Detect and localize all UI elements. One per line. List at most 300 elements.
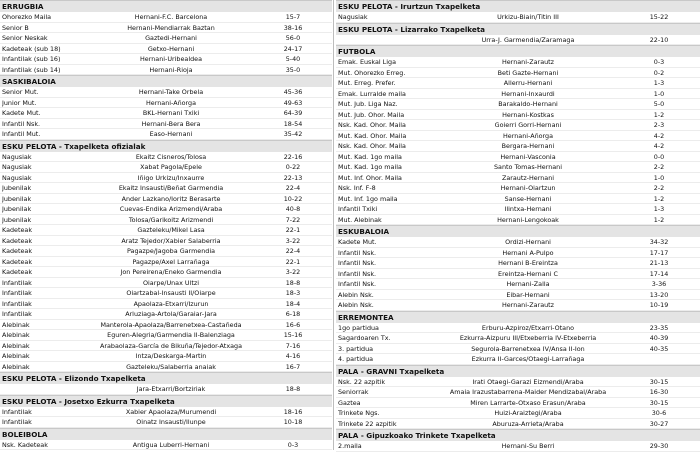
match-cell: Erburu-Azpiroz/Etxarri-Otano: [481, 323, 575, 332]
match-cell: Amaia Irazustabarrena-Maider Mendizabal/Araba: [449, 388, 607, 396]
match-cell: Hernani-F.C. Barcelona: [134, 13, 208, 21]
match-cell: BKL-Hernani Txiki: [142, 109, 200, 117]
section-title: ESKU PELOTA - Lizarrako Txapelketa: [336, 23, 700, 35]
result-row: [336, 12, 700, 23]
category-cell: Kadeteak: [2, 247, 33, 255]
category-cell: Nsk. Kad. Ohor. Maila: [338, 142, 406, 150]
score-cell: 2-2: [653, 184, 665, 192]
match-cell: Oiartzabal-Insausti II/Oiarpe: [126, 289, 216, 297]
result-row: [0, 278, 332, 289]
result-row: [0, 183, 332, 194]
score-cell: 17-17: [649, 248, 669, 257]
section-esku-pelota-lizarrako-txapelketa: [336, 23, 700, 46]
section-title: FUTBOLA: [336, 45, 700, 57]
result-row: [336, 78, 700, 89]
right-column: [336, 0, 700, 452]
score-cell: 4-2: [653, 131, 665, 140]
category-cell: Mut. Jub. Liga Naz.: [338, 100, 398, 108]
category-cell: Kadeteak: [2, 226, 33, 234]
match-cell: Antigua Luberri-Hernani: [132, 440, 210, 449]
section-title: ERREMONTEA: [336, 311, 700, 323]
result-row: [336, 183, 700, 194]
score-cell: 16-6: [285, 320, 301, 329]
score-cell: 7-16: [285, 341, 301, 350]
match-cell: Irati Otaegi-Garazi Eizmendi/Araba: [472, 377, 584, 386]
result-row: [0, 267, 332, 278]
match-cell: Gaztedi-Hernani: [145, 34, 197, 42]
category-cell: Senior B: [2, 23, 29, 32]
score-cell: 15-7: [285, 13, 301, 21]
score-cell: 4-2: [653, 142, 665, 150]
section-title: ESKU PELOTA - Irurtzun Txapelketa: [336, 0, 700, 12]
match-cell: Hernani A-Pulpo: [502, 248, 554, 257]
score-cell: 10-22: [283, 194, 303, 203]
score-cell: 0-2: [653, 68, 665, 77]
result-row: [0, 288, 332, 299]
match-cell: Hernani-Uribealdea: [139, 55, 202, 63]
score-cell: 23-35: [649, 323, 669, 332]
match-cell: Ezkurra II-Garces/Otaegi-Larrañaga: [471, 355, 585, 363]
match-cell: Gazteleku/Salaberria anaiak: [126, 362, 216, 371]
result-row: [336, 68, 700, 79]
match-cell: Hernani-Kostkas: [502, 110, 554, 119]
category-cell: Nsk. Kad. Ohor. Maila: [338, 121, 406, 129]
match-cell: Ilintxa-Hernani: [504, 205, 552, 213]
category-cell: Nsk. 22 azpitik: [338, 377, 386, 386]
score-cell: 3-36: [651, 280, 667, 288]
score-cell: 22-13: [283, 173, 303, 182]
score-cell: 1-3: [653, 79, 665, 87]
section-boleibola: [0, 428, 332, 451]
result-row: [0, 257, 332, 268]
category-cell: Mut. Kad. 1go maila: [338, 163, 402, 171]
result-row: [336, 248, 700, 259]
result-row: [0, 330, 332, 341]
result-row: [0, 152, 332, 163]
score-cell: 13-20: [649, 290, 669, 299]
category-cell: Trinkete Ngs.: [338, 409, 380, 417]
category-cell: Kadete Mut.: [338, 238, 377, 246]
result-row: [336, 215, 700, 226]
score-cell: 10-18: [283, 418, 303, 426]
result-row: [336, 120, 700, 131]
match-cell: Hernani-Mendiarrak Baztan: [127, 23, 215, 32]
category-cell: Infantilak: [2, 289, 32, 297]
match-cell: Apaolaza-Etxarri/Izurun: [133, 299, 209, 308]
score-cell: 35-42: [283, 130, 303, 138]
result-row: [0, 162, 332, 173]
match-cell: Jara-Etxarri/Bortziriak: [136, 385, 206, 393]
section-eskubaloia: [336, 225, 700, 311]
score-cell: 18-8: [285, 385, 301, 393]
match-cell: Getxo-Hernani: [147, 44, 195, 53]
result-row: [336, 57, 700, 68]
category-cell: Infantil Txiki: [338, 205, 378, 213]
match-cell: Arabaolaza-García de Bikuña/Tejedor-Atxaga: [100, 341, 242, 350]
category-cell: Mut. Inf. 1go maila: [338, 194, 398, 203]
score-cell: 3-22: [285, 268, 301, 276]
result-row: [0, 299, 332, 310]
category-cell: Infantilak: [2, 299, 32, 308]
match-cell: Hernani-Zarautz: [501, 301, 555, 309]
category-cell: Nagusiak: [2, 163, 32, 171]
match-cell: Ander Lazkano/Ioritz Berasarte: [121, 194, 221, 203]
result-row: [336, 152, 700, 163]
category-cell: Mut. Erreg. Prefer.: [338, 79, 396, 87]
category-cell: Infantil Nsk.: [2, 119, 41, 128]
match-cell: Pagazpe/Jagoba Garmendia: [126, 247, 216, 255]
score-cell: 15-22: [649, 13, 669, 21]
result-row: [336, 141, 700, 152]
category-cell: Alebin Nsk.: [338, 290, 374, 299]
section-pala-gravni-txapelketa: [336, 365, 700, 430]
result-row: [0, 44, 332, 55]
category-cell: Alebinak: [2, 362, 30, 371]
score-cell: 49-63: [283, 98, 303, 107]
score-cell: 6-18: [285, 310, 301, 318]
score-cell: 40-39: [649, 334, 669, 342]
result-row: [336, 398, 700, 409]
match-cell: Hernani-Take Orbela: [138, 88, 204, 96]
category-cell: Mut. Kad. 1go maila: [338, 152, 402, 161]
score-cell: 4-16: [285, 352, 301, 360]
section-saskibaloia: [0, 75, 332, 140]
result-row: [336, 387, 700, 398]
score-cell: 18-3: [285, 289, 301, 297]
score-cell: 30-15: [649, 377, 669, 386]
result-row: [336, 323, 700, 334]
category-cell: 3. partidua: [338, 344, 374, 353]
match-cell: Goierri Gorri-Hernani: [494, 121, 562, 129]
score-cell: 24-17: [283, 44, 303, 53]
match-cell: Zarautz-Hernani: [501, 173, 555, 182]
match-cell: Hernani-Lengokoak: [497, 215, 559, 224]
result-row: [336, 35, 700, 46]
result-row: [336, 419, 700, 430]
result-row: [336, 162, 700, 173]
match-cell: Tolosa/Garikoitz Arizmendi: [128, 215, 214, 224]
section-esku-pelota-josetxo-ezkurra-txapelketa: [0, 395, 332, 428]
score-cell: 22-1: [285, 257, 301, 266]
match-cell: Hernani-Su Berri: [501, 442, 555, 450]
result-row: [336, 89, 700, 100]
section-title: SASKIBALOIA: [0, 75, 332, 87]
match-cell: Cuevas-Endika Arizmendi/Araba: [119, 205, 223, 213]
score-cell: 22-4: [285, 247, 301, 255]
score-cell: 30-15: [649, 398, 669, 407]
result-row: [0, 225, 332, 236]
section-errugbia: [0, 0, 332, 75]
category-cell: Infantilak: [2, 310, 32, 318]
score-cell: 56-0: [285, 34, 301, 42]
score-cell: 30-6: [651, 409, 667, 417]
category-cell: Nagusiak: [2, 173, 32, 182]
score-cell: 16-7: [285, 362, 301, 371]
left-column: [0, 0, 332, 450]
result-row: [0, 417, 332, 428]
result-row: [0, 204, 332, 215]
result-row: [0, 236, 332, 247]
result-row: [336, 377, 700, 388]
result-row: [0, 98, 332, 109]
result-row: [336, 194, 700, 205]
score-cell: 35-0: [285, 65, 301, 74]
score-cell: 22-4: [285, 184, 301, 192]
category-cell: Jubenilak: [2, 184, 32, 192]
result-row: [0, 87, 332, 98]
result-row: [0, 320, 332, 331]
match-cell: Bergara-Hernani: [501, 142, 555, 150]
match-cell: Ezkurra-Aizpuru III/Etxeberria IV-Etxeberria: [459, 334, 597, 342]
result-row: [0, 351, 332, 362]
category-cell: Infantilak (sub 16): [2, 55, 61, 63]
result-row: [0, 309, 332, 320]
score-cell: 15-16: [283, 331, 303, 339]
section-pala-gipuzkoako-trinkete-txapelketa: [336, 429, 700, 452]
category-cell: Junior Mut.: [2, 98, 37, 107]
category-cell: Sagardoaren Tx.: [338, 334, 391, 342]
score-cell: 30-27: [649, 419, 669, 428]
match-cell: Aratz Tejedor/Xabier Salaberria: [121, 236, 221, 245]
score-cell: 5-40: [285, 55, 301, 63]
result-row: [0, 194, 332, 205]
match-cell: Eibar-Hernani: [506, 290, 550, 299]
category-cell: Mut. Kad. Ohor. Maila: [338, 131, 407, 140]
match-cell: Segurola-Barrenetxea IV/Ansa II-Ion: [471, 344, 585, 353]
result-row: [336, 290, 700, 301]
match-cell: Oinatz Insausti/Ilunpe: [136, 418, 206, 426]
category-cell: Emak. Lurralde maila: [338, 89, 406, 98]
category-cell: Infantilak: [2, 278, 32, 287]
section-esku-pelota-txapelketa-ofizialak: [0, 140, 332, 373]
section-esku-pelota-irurtzun-txapelketa: [336, 0, 700, 23]
score-cell: 29-30: [649, 442, 669, 450]
column-divider: [333, 0, 334, 450]
result-row: [336, 269, 700, 280]
match-cell: Hernani-Añorga: [502, 131, 554, 140]
result-row: [336, 354, 700, 365]
category-cell: Senior Neskak: [2, 34, 48, 42]
match-cell: Urra-J. Garmendia/Zaramaga: [481, 35, 575, 44]
category-cell: Kadeteak: [2, 268, 33, 276]
score-cell: 64-39: [283, 109, 303, 117]
section-title: BOLEIBOLA: [0, 428, 332, 440]
category-cell: Senior Mut.: [2, 88, 39, 96]
score-cell: 40-35: [649, 344, 669, 353]
result-row: [0, 215, 332, 226]
result-row: [0, 407, 332, 418]
match-cell: Allerru-Hernani: [503, 79, 553, 87]
category-cell: Nagusiak: [2, 152, 32, 161]
category-cell: Mut. Ohorezko Erreg.: [338, 68, 406, 77]
match-cell: Ordizi-Hernani: [505, 238, 551, 246]
match-cell: Huizi-Araiztegi/Araba: [494, 409, 562, 417]
match-cell: Arluziaga-Artola/Garaiar-Jara: [125, 310, 217, 318]
category-cell: Nsk. Inf. F-8: [338, 184, 376, 192]
result-row: [0, 65, 332, 76]
score-cell: 18-54: [283, 119, 303, 128]
score-cell: 3-22: [285, 236, 301, 245]
section-title: PALA - Gipuzkoako Trinkete Txapelketa: [336, 429, 700, 441]
score-cell: 7-22: [285, 215, 301, 224]
match-cell: Hernani-Zarautz: [501, 58, 555, 66]
result-row: [0, 362, 332, 373]
result-row: [0, 341, 332, 352]
match-cell: Manterola-Apaolaza/Barrenetxea-Castañeda: [100, 320, 242, 329]
match-cell: Hernani-Añorga: [145, 98, 197, 107]
category-cell: 1go partidua: [338, 323, 379, 332]
match-cell: Hernani-Rioja: [149, 65, 193, 74]
match-cell: Hernani-Zalla: [506, 280, 550, 288]
result-row: [336, 204, 700, 215]
score-cell: 5-0: [653, 100, 665, 108]
match-cell: Xabat Pagola/Epele: [140, 163, 202, 171]
match-cell: Beti Gazte-Hernani: [497, 68, 559, 77]
category-cell: Jubenilak: [2, 205, 32, 213]
category-cell: Nagusiak: [338, 13, 368, 21]
match-cell: Ekaitz Insausti/Beñat Garmendia: [118, 184, 224, 192]
category-cell: Infantilak: [2, 418, 32, 426]
category-cell: Mut. Jub. Ohor. Maila: [338, 110, 405, 119]
match-cell: Easo-Hernani: [149, 130, 193, 138]
result-row: [0, 384, 332, 395]
score-cell: 16-30: [649, 388, 669, 396]
category-cell: Infantil Mut.: [2, 130, 41, 138]
match-cell: Barakaldo-Hernani: [498, 100, 558, 108]
section-title: ESKU PELOTA - Txapelketa ofizialak: [0, 140, 332, 152]
score-cell: 45-36: [283, 88, 303, 96]
result-row: [336, 408, 700, 419]
category-cell: Gaztea: [338, 398, 361, 407]
score-cell: 0-3: [653, 58, 665, 66]
result-row: [0, 246, 332, 257]
score-cell: 38-16: [283, 23, 303, 32]
category-cell: Infantil Nsk.: [338, 280, 377, 288]
category-cell: Emak. Euskal Liga: [338, 58, 396, 66]
match-cell: Eguren-Alegria/Garmendia II-Balenziaga: [107, 331, 235, 339]
result-row: [336, 258, 700, 269]
match-cell: Santo Tomas-Hernani: [493, 163, 563, 171]
result-row: [0, 54, 332, 65]
section-esku-pelota-elizondo-txapelketa: [0, 372, 332, 395]
category-cell: Ohorezko Maila: [2, 13, 52, 21]
result-row: [336, 344, 700, 355]
match-cell: Ekaitz Cisneros/Tolosa: [135, 152, 207, 161]
category-cell: Trinkete 22 azpitik: [338, 419, 397, 428]
match-cell: Hernani-Inxaurdi: [501, 89, 555, 98]
result-row: [336, 131, 700, 142]
score-cell: 17-14: [649, 269, 669, 278]
category-cell: Alebin Nsk.: [338, 301, 374, 309]
category-cell: Alebinak: [2, 341, 30, 350]
result-row: [0, 129, 332, 140]
category-cell: Kadete Mut.: [2, 109, 41, 117]
score-cell: 1-2: [653, 110, 665, 119]
category-cell: Mut. Inf. Ohor. Maila: [338, 173, 402, 182]
section-title: ERRUGBIA: [0, 0, 332, 12]
score-cell: 1-3: [653, 205, 665, 213]
category-cell: Alebinak: [2, 331, 30, 339]
category-cell: Infantil Nsk.: [338, 248, 377, 257]
match-cell: Hernani B-Ereintza: [498, 259, 558, 267]
match-cell: Pagazpe/Axel Larrañaga: [132, 257, 210, 266]
match-cell: Gazteleku/Mikel Lasa: [137, 226, 205, 234]
category-cell: Jubenilak: [2, 194, 32, 203]
category-cell: Infantilak: [2, 407, 32, 416]
match-cell: Urkizu-Biain/Titin III: [497, 13, 559, 21]
match-cell: Aburuza-Arrieta/Araba: [492, 419, 564, 428]
category-cell: Kadeteak (sub 18): [2, 44, 61, 53]
match-cell: Ereintza-Hernani C: [498, 269, 558, 278]
match-cell: Oiarpe/Unax Ultzi: [142, 278, 200, 287]
section-erremontea: [336, 311, 700, 365]
result-row: [0, 119, 332, 130]
match-cell: Hernani-Bera Bera: [141, 119, 201, 128]
score-cell: 0-3: [287, 440, 299, 449]
result-row: [0, 173, 332, 184]
score-cell: 22-16: [283, 152, 303, 161]
score-cell: 10-19: [649, 301, 669, 309]
score-cell: 34-32: [649, 238, 669, 246]
match-cell: Hernani-Vasconia: [500, 152, 556, 161]
score-cell: 18-16: [283, 407, 303, 416]
section-title: ESKU PELOTA - Josetxo Ezkurra Txapelketa: [0, 395, 332, 407]
match-cell: Xabier Apaolaza/Murumendi: [125, 407, 217, 416]
score-cell: 21-13: [649, 259, 669, 267]
score-cell: 2-3: [653, 121, 665, 129]
score-cell: 1-2: [653, 194, 665, 203]
result-row: [336, 173, 700, 184]
result-row: [336, 333, 700, 344]
score-cell: 40-8: [285, 205, 301, 213]
match-cell: Miren Larrarte-Otxaso Erasun/Araba: [470, 398, 586, 407]
category-cell: Mut. Alebinak: [338, 215, 382, 224]
match-cell: Sanse-Hernani: [504, 194, 552, 203]
score-cell: 22-1: [285, 226, 301, 234]
category-cell: Nsk. Kadeteak: [2, 440, 48, 449]
result-row: [336, 300, 700, 311]
result-row: [0, 108, 332, 119]
category-cell: Alebinak: [2, 352, 30, 360]
result-row: [336, 279, 700, 290]
score-cell: 18-8: [285, 278, 301, 287]
score-cell: 22-10: [649, 35, 669, 44]
score-cell: 1-2: [653, 215, 665, 224]
result-row: [336, 99, 700, 110]
category-cell: Kadeteak: [2, 257, 33, 266]
score-cell: 1-0: [653, 173, 665, 182]
match-cell: Intza/Deskarga-Martin: [135, 352, 207, 360]
score-cell: 0-22: [285, 163, 301, 171]
score-cell: 2-2: [653, 163, 665, 171]
score-cell: 1-0: [653, 89, 665, 98]
match-cell: Hernani-Oiartzun: [500, 184, 556, 192]
category-cell: Infantil Nsk.: [338, 269, 377, 278]
match-cell: Jon Pereirena/Eneko Garmendia: [120, 268, 222, 276]
category-cell: Seniorrak: [338, 388, 369, 396]
section-title: ESKU PELOTA - Elizondo Txapelketa: [0, 372, 332, 384]
result-row: [336, 110, 700, 121]
score-cell: 18-4: [285, 299, 301, 308]
result-row: [0, 23, 332, 34]
category-cell: Alebinak: [2, 320, 30, 329]
section-title: ESKUBALOIA: [336, 225, 700, 237]
result-row: [0, 33, 332, 44]
result-row: [336, 237, 700, 248]
category-cell: Infantil Nsk.: [338, 259, 377, 267]
result-row: [0, 12, 332, 23]
section-futbola: [336, 45, 700, 225]
